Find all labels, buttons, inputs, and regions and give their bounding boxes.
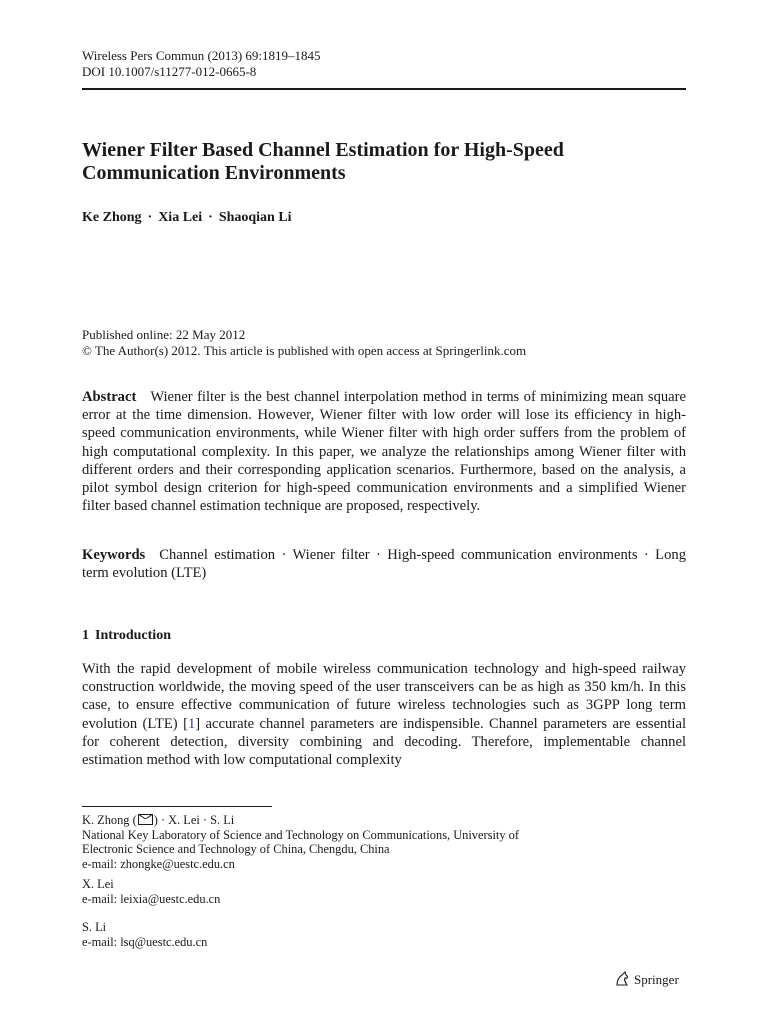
header-rule	[82, 88, 686, 90]
introduction-paragraph	[82, 660, 686, 769]
doi: DOI 10.1007/s11277-012-0665-8	[82, 64, 257, 79]
journal-citation: Wireless Pers Commun (2013) 69:1819–1845	[82, 48, 321, 63]
author-separator: ·	[208, 210, 213, 225]
journal-header	[82, 48, 321, 80]
keywords-label: Keywords	[82, 547, 146, 563]
footnote-rule	[82, 806, 272, 807]
corresponding-authors	[82, 813, 519, 828]
publisher-name: Springer	[634, 972, 679, 987]
email: e-mail: leixia@uestc.edu.cn	[82, 891, 221, 906]
author-list	[82, 209, 292, 227]
keywords-text: Channel estimation · Wiener filter · High-speed communication environments · Long term evolution (LTE)	[82, 547, 686, 582]
springer-horse-icon	[614, 971, 630, 987]
corr-author: K. Zhong (	[82, 813, 137, 827]
author-separator: ·	[147, 210, 153, 225]
abstract-label: Abstract	[82, 389, 137, 405]
section-number: 1	[82, 628, 89, 643]
section-heading	[82, 627, 171, 645]
envelope-icon	[138, 814, 153, 825]
institution-line: National Key Laboratory of Science and Technology on Communications, University of	[82, 827, 519, 842]
author-name: Xia Lei	[158, 210, 203, 225]
intro-text-continued: ] accurate channel parameters are indispensible. Channel parameters are essential for coherent detection, diversity combining and decoding. Therefore, implementable channel estimation method with low computational complexity	[82, 715, 686, 769]
paper-title	[82, 139, 686, 185]
publisher-logo	[614, 971, 679, 989]
co-authors: ) · X. Lei · S. Li	[153, 813, 235, 827]
author-name: Shaoqian Li	[218, 210, 292, 225]
email: e-mail: lsq@uestc.edu.cn	[82, 934, 208, 949]
affiliation-block	[82, 813, 519, 871]
intro-text: With the rapid development of mobile wireless communication technology and high-speed railway construction worldwide, the moving speed of the user transceivers can be as high as 350 km/h. In this case, to ensure effective communication of future wireless technologies such as 3GPP long term evolution (LTE) [	[82, 661, 686, 732]
citation-link[interactable]: 1	[187, 715, 196, 732]
keywords	[82, 546, 686, 582]
author-short-name: X. Lei	[82, 877, 114, 891]
institution-line: Electronic Science and Technology of China, Chengdu, China	[82, 842, 390, 857]
copyright-notice: © The Author(s) 2012. This article is published with open access at Springerlink.com	[82, 342, 527, 358]
author-name: Ke Zhong	[82, 210, 142, 225]
section-title: Introduction	[95, 628, 171, 643]
published-date: Published online: 22 May 2012	[82, 327, 246, 342]
affiliation-block	[82, 920, 207, 949]
title-line-1: Wiener Filter Based Channel Estimation for High-Speed	[82, 139, 564, 161]
abstract-text: Wiener filter is the best channel interpolation method in terms of minimizing mean square error at the time dimension. However, Wiener filter with low order will lose its efficiency in high-speed communication environments, while Wiener filter with high order suffers from the problem of high computational complexity. In this paper, we analyze the relationships among Wiener filter with different orders and their corresponding application scenarios. Furthermore, based on the analysis, a pilot symbol design criterion for high-speed communication environments and a simplified Wiener filter based channel estimation technique are proposed, respectively.	[82, 389, 686, 515]
publication-info	[82, 327, 526, 358]
author-short-name: S. Li	[82, 920, 107, 934]
abstract	[82, 388, 686, 515]
affiliation-block	[82, 877, 220, 906]
email: e-mail: zhongke@uestc.edu.cn	[82, 856, 235, 871]
title-line-2: Communication Environments	[82, 162, 346, 184]
